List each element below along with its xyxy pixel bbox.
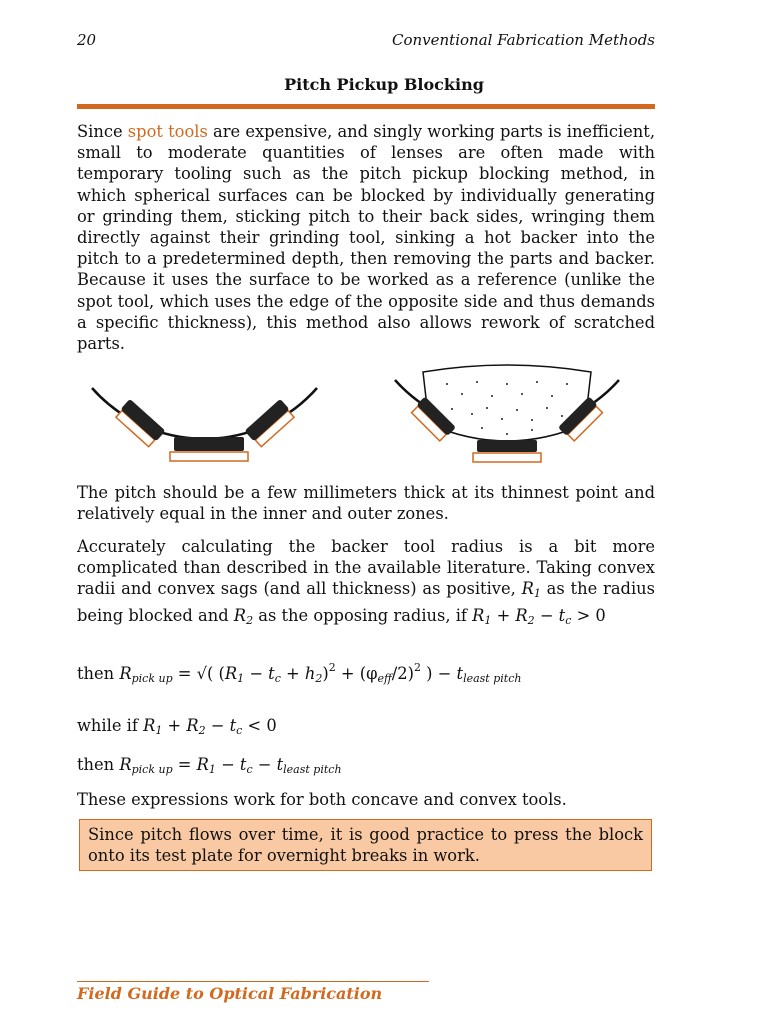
pitch-blocking-figure	[77, 364, 655, 474]
title-rule	[77, 104, 655, 109]
running-title: Conventional Fabrication Methods	[392, 31, 655, 49]
backer-radius-paragraph: Accurately calculating the backer tool radius is a bit more complicated than described in the available literature. Taking convex radii and convex sags (and all thickness) as positive, $R_1$ as the radius being blocked and $R_2$ as the opposing radius, if $R_1 + R_2 - t_c > 0$	[77, 537, 655, 627]
tip-box: Since pitch flows over time, it is good practice to press the block onto its test plate for overnight breaks in work.	[79, 819, 652, 871]
left-blocking-diagram	[92, 388, 317, 461]
pickup-radius-equation-2: then $R_{pick up} = R_1 - t_c - t_{least pitch}$	[77, 755, 342, 776]
pickup-radius-equation-1: then $R_{pick up}$ = √( $(R_1 - t_c + h_2)^2 + (\varphi_{eff}/2)^2$ ) − $t_{least pitch}$	[77, 661, 522, 685]
intro-paragraph: Since spot tools are expensive, and singly working parts is inefficient, small to moderate quantities of lenses are often made with temporary tooling such as the pitch pickup blocking method, in which spherical surfaces can be blocked by individually generating or grinding them, sticking pitch to their back sides, wringing them directly against their grinding tool, sinking a hot backer into the pitch to a predetermined depth, then removing the parts and backer. Because it uses the surface to be worked as a reference (unlike the spot tool, which uses the edge of the opposite side and thus demands a specific thickness), this method also allows rework of scratched parts.	[77, 122, 656, 354]
page-header	[77, 31, 655, 51]
footer-rule	[77, 981, 429, 982]
pitch-thickness-paragraph: The pitch should be a few millimeters thick at its thinnest point and relatively equal in the inner and outer zones.	[77, 483, 655, 524]
book-title-footer: Field Guide to Optical Fabrication	[77, 984, 383, 1003]
right-blocking-diagram	[395, 365, 619, 462]
condition-2: while if $R_1 + R_2 - t_c < 0$	[77, 716, 277, 737]
section-title: Pitch Pickup Blocking	[284, 75, 484, 94]
expressions-paragraph: These expressions work for both concave and convex tools.	[77, 790, 567, 809]
spot-tools-link[interactable]: spot tools	[127, 122, 208, 141]
page-number: 20	[77, 31, 97, 49]
